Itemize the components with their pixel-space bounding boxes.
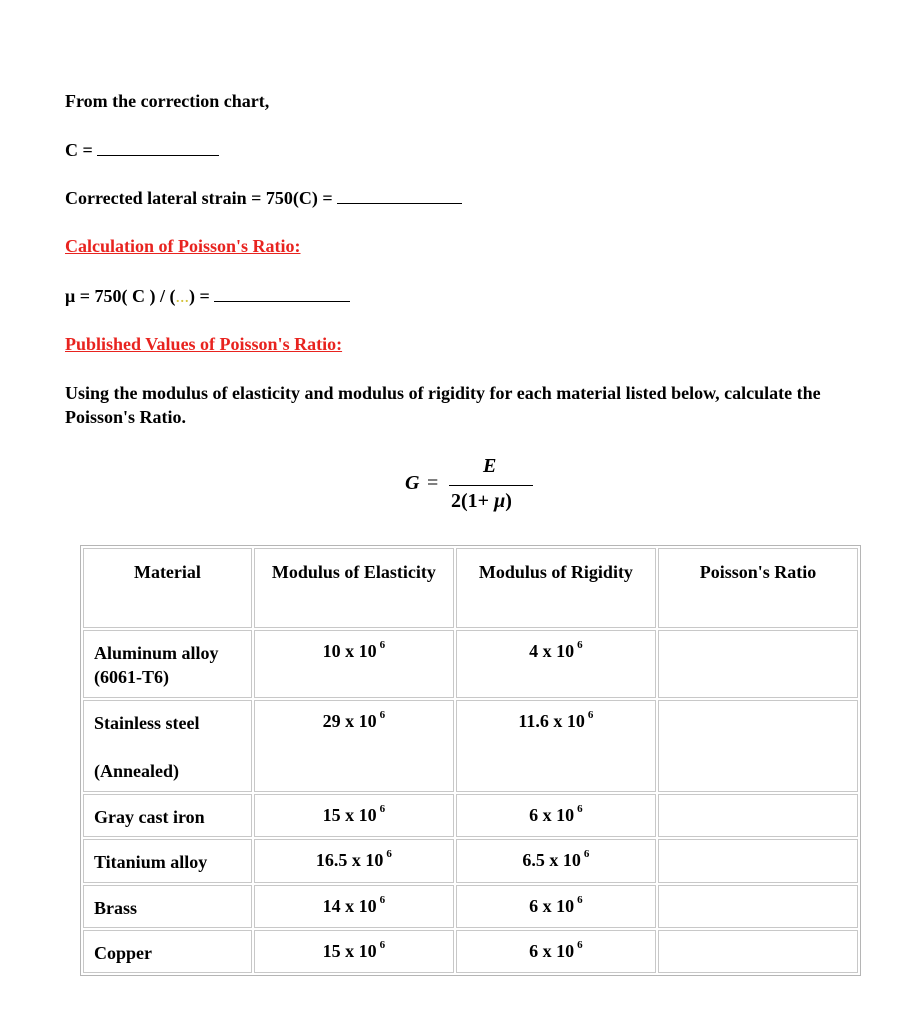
c-value-line: [65, 140, 219, 161]
header-material: Material: [83, 548, 252, 628]
elasticity-cell: 16.5 x 10 $^6$: [254, 839, 454, 883]
materials-table: [80, 545, 861, 976]
table-row: [83, 885, 858, 928]
published-values-heading: Published Values of Poisson's Ratio:: [65, 334, 343, 354]
corrected-strain-label: Corrected lateral strain = 750(C) =: [65, 188, 333, 208]
elasticity-cell: 15 x 10 $^6$: [254, 930, 454, 973]
table-row: [83, 700, 858, 792]
from-correction-chart-text: From the correction chart,: [65, 91, 270, 111]
rigidity-cell: 6.5 x 10 $^6$: [456, 839, 656, 883]
mu-suffix: ) =: [188, 286, 210, 306]
header-elasticity: Modulus of Elasticity: [254, 548, 454, 628]
header-poisson: Poisson's Ratio: [658, 548, 858, 628]
table-row: [83, 794, 858, 837]
rigidity-cell: 6 x 10 $^6$: [456, 930, 656, 973]
mu-ellipsis: ...: [175, 286, 189, 306]
elasticity-cell: 10 x 10 $^6$: [254, 630, 454, 698]
c-blank: [97, 141, 219, 156]
elasticity-cell: 14 x 10 $^6$: [254, 885, 454, 928]
formula-lhs: G: [405, 472, 420, 494]
formula-denominator: 2(1+ μ): [451, 490, 512, 512]
material-cell: Stainless steel (Annealed): [83, 700, 252, 792]
material-cell: Titanium alloy: [83, 839, 252, 883]
poisson-cell: [658, 700, 858, 792]
formula-equals: =: [427, 472, 439, 494]
header-rigidity: Modulus of Rigidity: [456, 548, 656, 628]
table-row: [83, 630, 858, 698]
rigidity-cell: 6 x 10 $^6$: [456, 794, 656, 837]
poisson-cell: [658, 930, 858, 973]
material-cell: Brass: [83, 885, 252, 928]
poisson-cell: [658, 794, 858, 837]
formula-numerator: E: [483, 455, 497, 477]
table-row: [83, 839, 858, 883]
calculation-heading: Calculation of Poisson's Ratio:: [65, 236, 301, 256]
rigidity-cell: 4 x 10 $^6$: [456, 630, 656, 698]
corrected-strain-line: [65, 188, 462, 209]
table-row: [83, 930, 858, 973]
corrected-strain-blank: [337, 189, 462, 204]
table-header-row: [83, 548, 858, 628]
material-cell: Gray cast iron: [83, 794, 252, 837]
poisson-cell: [658, 839, 858, 883]
material-cell: Aluminum alloy (6061-T6): [83, 630, 252, 698]
instructions-paragraph: Using the modulus of elasticity and modulus of rigidity for each material listed below, calculate the Poisson's Ratio.: [65, 383, 821, 427]
poisson-cell: [658, 885, 858, 928]
formula-fraction-bar: [449, 485, 533, 486]
rigidity-cell: 11.6 x 10 $^6$: [456, 700, 656, 792]
material-cell: Copper: [83, 930, 252, 973]
elasticity-cell: 15 x 10 $^6$: [254, 794, 454, 837]
elasticity-cell: 29 x 10 $^6$: [254, 700, 454, 792]
mu-prefix: μ = 750( C ) / (: [65, 286, 176, 306]
poisson-cell: [658, 630, 858, 698]
rigidity-cell: 6 x 10 $^6$: [456, 885, 656, 928]
c-label: C =: [65, 140, 93, 160]
mu-formula-line: [65, 286, 350, 307]
mu-blank: [214, 287, 350, 302]
